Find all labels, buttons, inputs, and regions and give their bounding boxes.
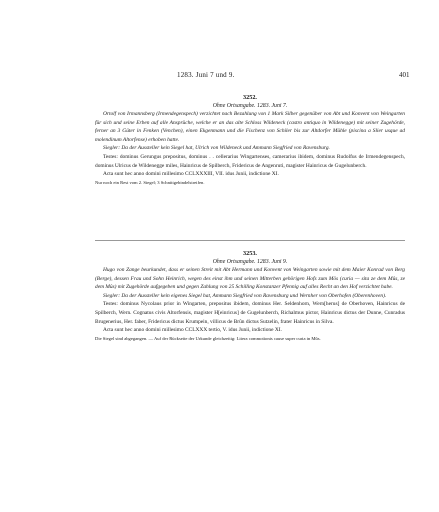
regest-text: Hugo von Zange beurkundet, dass er seinen Streit mit Abt Hermann und Konvent von Weingarten sowie mit dem Maier Konrad von Berg (Berge), dessen Frau und Sohn Heinrich, wegen des einst ihm und seinen Mitterben gehörigen Hofs zum Mös (curia — sita ze dem Mûs, ze dem Mûs) mit Zugehörde aufgegeben und gegen Zahlung von 25 Schilling Konstanzer Pfennig auf alles Recht an den Hof verzichtet habe.	[95, 267, 405, 291]
section-divider	[95, 240, 405, 241]
document-number: 3252.	[243, 94, 257, 101]
siegler-text: Siegler: Da der Aussteller kein eigenes Siegel hat, Ammann Siegfried von Ravensburg und Wernher von Oberhofen (Oberenhoven).	[103, 292, 387, 299]
running-title: 1283. Juni 7 und 9.	[177, 71, 235, 79]
document-3253	[95, 250, 405, 342]
witness-list: Testes: dominus Gerungus prepositus, dominus . . cellerarius Wingartenses, camerarius ibidem, dominus Rudolfus de Irmendegenspech, dominus Ulricus de Wildenegge miles, Hainricus de Spilberch, Fridericus de Angenruti, magister Hainricus de Gugelunberch.	[95, 153, 405, 169]
witness-list: Testes: dominus Nycolaus prior in Wingarten, prepositus ibidem, dominus Her. Seldenhorn, Wern[herus] de Oberhoven, Hainricus de Spilberch, Wern. Cognatus civis Altorfensis, magister H[einricus] de Gugelunberch, Richalmus pictor, Hainricus dictus der Dunne, Cunradus Brugenerius, Her. faber, Fridericus dictus Krumpein, villicus de Brûn dictus Sutzelin, frater Hainricus in Silva.	[95, 301, 405, 325]
dating-clause: Acta sunt hec anno domini millesimo CCLXXXIII, VII. idus Junii, indictione XI.	[103, 171, 279, 178]
place-date: Ohne Ortsangabe. 1283. Juni 9.	[212, 259, 288, 265]
place-date: Ohne Ortsangabe. 1283. Juni 7.	[212, 103, 288, 109]
page-header	[0, 71, 439, 83]
footnote: Nur noch ein Rest vom 2. Siegel; 3 Schnittgebindelstreifen.	[95, 179, 205, 185]
regest-text: Ortolf von Irmannsberg (Irmendegenspech) verzichtet nach Bezahlung von 1 Mark Silber gegenüber von Abt und Konvent von Weingarten für sich und seine Erben auf alle Ansprüche, welche er an das alte Schloss Wildeneck (castro antiquo in Wildenegge) mit seiner Zugehörde, ferner an 3 Güter in Fenken (Venchen), einen Ekgenmann und die Fischenz von Schiler bis zur Altdorfer Mühle (piscina a Slier usque ad molendinum Altorfense) erhoben hatte.	[95, 111, 405, 143]
page-number: 401	[399, 71, 410, 79]
dating-clause: Acta sunt hec anno domini millesimo CCLXXX tertio, V. idus Junii, indictione XI.	[103, 327, 282, 334]
footnote: Die Siegel sind abgegangen. — Auf der Rückseite der Urkunde gleichzeitig: Litera commotionis cause super curia in Mûs.	[95, 335, 321, 341]
document-3252	[95, 94, 405, 186]
siegler-text: Siegler: Da der Aussteller kein Siegel hat, Ulrich von Wildeneck und Ammann Siegfried von Ravensburg.	[103, 145, 330, 152]
document-number: 3253.	[243, 250, 257, 257]
